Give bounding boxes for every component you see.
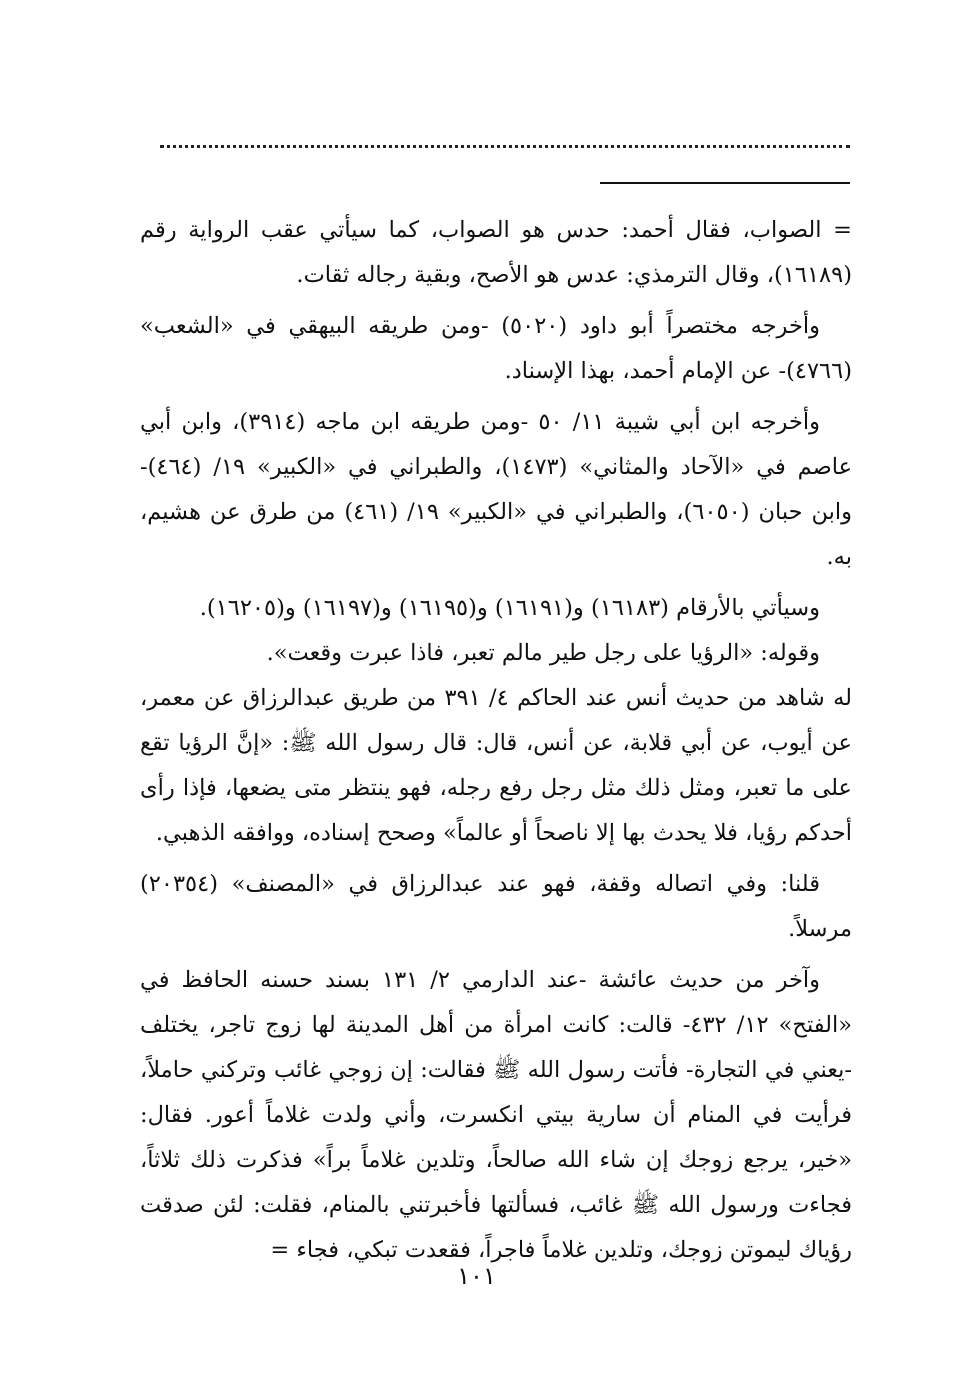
paragraph-quote: وقوله: «الرؤيا على رجل طير مالم تعبر، فاذا عبرت وقعت». — [266, 640, 820, 666]
footnote-rule — [600, 182, 850, 184]
paragraph-abu-dawud: وأخرجه مختصراً أبو داود (٥٠٢٠) -ومن طريقه البيهقي في «الشعب» (٤٧٦٦)- عن الإمام أحمد، بهذا الإسناد. — [140, 313, 852, 384]
page-number: ١٠١ — [457, 1262, 496, 1290]
paragraph-aisha-witness: وآخر من حديث عائشة -عند الدارمي ٢/ ١٣١ بسند حسنه الحافظ في «الفتح» ١٢/ ٤٣٢- قالت: كانت امرأة من أهل المدينة لها زوج تاجر، يختلف -يعني في التجارة- فأتت رسول الله ﷺ فقالت: إن زوجي غائب وتركني حاملاً، فرأيت في المنام أن سارية بيتي انكسرت، وأني ولدت غلاماً أعور. فقال: «خير، يرجع زوجك إن شاء الله صالحاً، وتلدين غلاماً براً» فذكرت ذلك ثلاثاً، فجاءت ورسول الله ﷺ غائب، فسألتها فأخبرتني بالمنام، فقلت: لئن صدقت رؤياك ليموتن زوجك، وتلدين غلاماً فاجراً، فقعدت تبكي، فجاء = — [140, 967, 852, 1263]
paragraph-anas-witness: له شاهد من حديث أنس عند الحاكم ٤/ ٣٩١ من طريق عبدالرزاق عن معمر، عن أيوب، عن أبي قلابة، عن أنس، قال: قال رسول الله ﷺ: «إنَّ الرؤيا تقع على ما تعبر، ومثل ذلك مثل رجل رفع رجله، فهو ينتظر متى يضعها، فإذا رأى أحدكم رؤيا، فلا يحدث بها إلا ناصحاً أو عالماً» وصحح إسناده، ووافقه الذهبي. — [140, 685, 852, 846]
paragraph-cross-references: وسيأتي بالأرقام (١٦١٨٣) و(١٦١٩١) و(١٦١٩٥) و(١٦١٩٧) و(١٦٢٠٥). — [199, 595, 820, 621]
paragraph-comment: قلنا: وفي اتصاله وقفة، فهو عند عبدالرزاق في «المصنف» (٢٠٣٥٤) مرسلاً. — [140, 871, 852, 942]
paragraph-continuation: = الصواب، فقال أحمد: حدس هو الصواب، كما سيأتي عقب الرواية رقم (١٦١٨٩)، وقال الترمذي: عدس هو الأصح، وبقية رجاله ثقات. — [140, 217, 852, 288]
footnote-body — [140, 208, 852, 1273]
paragraph-ibn-abi-shaybah: وأخرجه ابن أبي شيبة ١١/ ٥٠ -ومن طريقه ابن ماجه (٣٩١٤)، وابن أبي عاصم في «الآحاد والمثاني» (١٤٧٣)، والطبراني في «الكبير» ١٩/ (٤٦٤)- وابن حبان (٦٠٥٠)، والطبراني في «الكبير» ١٩/ (٤٦١) من طرق عن هشيم، به. — [140, 409, 852, 570]
dotted-separator — [160, 128, 850, 148]
